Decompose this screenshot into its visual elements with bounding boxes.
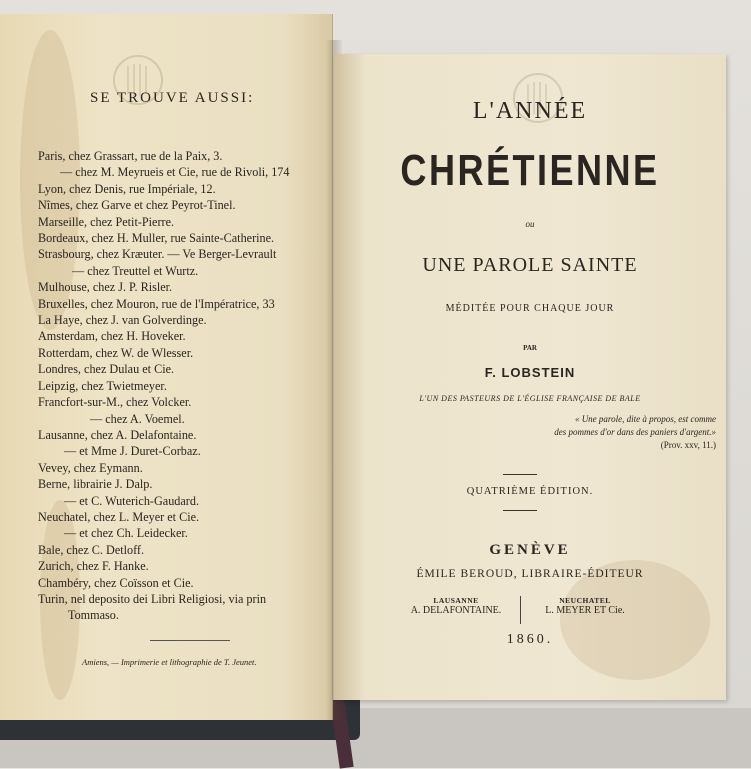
author-name: F. LOBSTEIN	[484, 365, 576, 380]
list-item: Bordeaux, chez H. Muller, rue Sainte-Catherine.	[38, 231, 275, 246]
list-item: Bruxelles, chez Mouron, rue de l'Impératrice, 33	[38, 296, 275, 311]
publisher: ÉMILE BEROUD, LIBRAIRE-ÉDITEUR	[416, 568, 644, 580]
epigraph-line: des pommes d'or dans des paniers d'argent.»	[554, 427, 716, 437]
list-item: Rotterdam, chez W. de Wlesser.	[38, 345, 194, 360]
title-line-2: CHRÉTIENNE	[400, 146, 660, 195]
publication-city: GENÈVE	[489, 542, 571, 558]
bookseller-list	[38, 148, 338, 624]
list-item: — et chez Ch. Leidecker.	[64, 526, 188, 541]
list-item: Bale, chez C. Detloff.	[38, 542, 145, 557]
subtitle-detail: MÉDITÉE POUR CHAQUE JOUR	[445, 303, 615, 314]
list-item: Berne, librairie J. Dalp.	[38, 477, 153, 492]
divider	[503, 510, 537, 511]
subtitle: UNE PAROLE SAINTE	[422, 254, 638, 276]
author-description: L'UN DES PASTEURS DE L'ÉGLISE FRANÇAISE DE BALE	[419, 394, 641, 403]
list-item: Neuchatel, chez L. Meyer et Cie.	[38, 509, 200, 524]
epigraph-line: « Une parole, dite à propos, est comme	[574, 414, 716, 424]
list-item: — et C. Wuterich-Gaudard.	[64, 493, 199, 508]
list-item: Marseille, chez Petit-Pierre.	[38, 214, 175, 229]
list-item: Strasbourg, chez Kræuter. — Ve Berger-Levrault	[38, 247, 277, 262]
list-item: Amsterdam, chez H. Hoveker.	[38, 329, 186, 344]
epigraph-reference: (Prov. xxv, 11.)	[660, 440, 716, 450]
list-item: Nîmes, chez Garve et chez Peyrot-Tinel.	[38, 198, 236, 213]
list-item: Francfort-sur-M., chez Volcker.	[38, 395, 192, 410]
list-item: Vevey, chez Eymann.	[38, 460, 143, 475]
list-item: Lyon, chez Denis, rue Impériale, 12.	[38, 181, 216, 196]
co-publisher-name: A. DELAFONTAINE.	[410, 605, 502, 616]
column-divider	[520, 596, 521, 624]
list-item: — et Mme J. Duret-Corbaz.	[64, 444, 201, 459]
co-publisher-city: LAUSANNE	[433, 596, 479, 605]
list-item: Tommaso.	[68, 608, 119, 623]
left-page-heading: SE TROUVE AUSSI:	[90, 90, 255, 106]
list-item: — chez M. Meyrueis et Cie, rue de Rivoli, 174	[60, 165, 290, 180]
divider	[503, 474, 537, 475]
edition: QUATRIÈME ÉDITION.	[466, 486, 594, 497]
title-connector: ou	[525, 219, 535, 229]
by-label: PAR	[523, 344, 537, 352]
co-publisher-lausanne	[395, 596, 517, 616]
list-item: Londres, chez Dulau et Cie.	[38, 362, 175, 377]
list-item: Lausanne, chez A. Delafontaine.	[38, 427, 197, 442]
title-line-1: L'ANNÉE	[472, 98, 588, 124]
co-publisher-city: NEUCHATEL	[559, 596, 611, 605]
list-item: Paris, chez Grassart, rue de la Paix, 3.	[38, 149, 223, 163]
co-publisher-name: L. MEYER ET Cie.	[545, 605, 625, 616]
printer-imprint: Amiens, — Imprimerie et lithographie de T. Jeunet.	[82, 657, 257, 667]
list-item: Mulhouse, chez J. P. Risler.	[38, 280, 173, 295]
list-item: Zurich, chez F. Hanke.	[38, 559, 149, 574]
publication-year: 1860.	[506, 632, 554, 647]
list-item: Leipzig, chez Twietmeyer.	[38, 378, 167, 393]
co-publisher-neuchatel	[524, 596, 646, 616]
list-item: — chez Treuttel et Wurtz.	[72, 263, 199, 278]
divider	[150, 640, 230, 641]
epigraph	[488, 413, 716, 452]
list-item: Turin, nel deposito dei Libri Religiosi, via prin	[38, 591, 267, 606]
list-item: La Haye, chez J. van Golverdinge.	[38, 313, 207, 328]
list-item: — chez A. Voemel.	[90, 411, 185, 426]
list-item: Chambéry, chez Coïsson et Cie.	[38, 575, 194, 590]
